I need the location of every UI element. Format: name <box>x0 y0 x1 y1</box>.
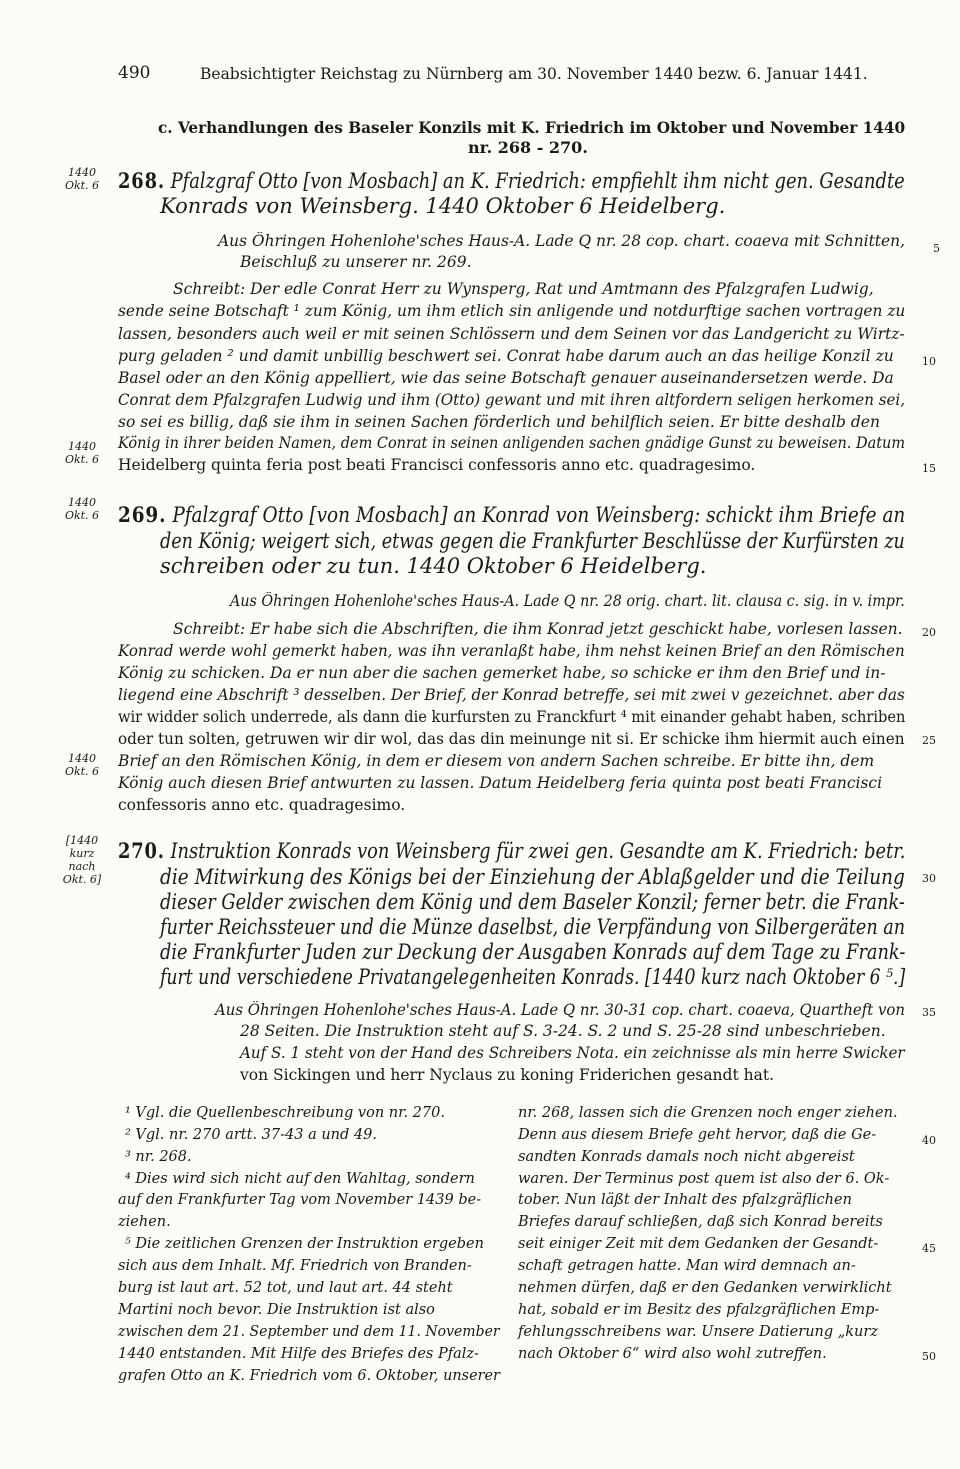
doc-268-body-line: sende seine Botschaft ¹ zum König, um ihm etlich sin anligende und notdurftige sachen vortragen zu <box>118 302 906 320</box>
section-heading: c. Verhandlungen des Baseler Konzils mit K. Friedrich im Oktober und November 1440 <box>158 118 906 137</box>
footnote-line: ² Vgl. nr. 270 artt. 37-43 a und 49. <box>125 1127 377 1143</box>
doc-270-source-line: 28 Seiten. Die Instruktion steht auf S. 3-24. S. 2 und S. 25-28 sind unbeschrieben. <box>240 1022 886 1040</box>
footnote-line: seit einiger Zeit mit dem Gedanken der Gesandt- <box>518 1236 879 1252</box>
footnote-line: hat, sobald er im Besitz des pfalzgräflichen Emp- <box>518 1302 880 1318</box>
footnote-line: nach Oktober 6“ wird also wohl zutreffen. <box>518 1346 827 1362</box>
line-number: 40 <box>922 1134 936 1147</box>
footnote-line: nehmen dürfen, daß er den Gedanken verwirklicht <box>518 1280 892 1296</box>
doc-269-body-line: wir widder solich underrede, als dann die kurfursten zu Franckfurt ⁴ mit einander gehabt haben, schriben <box>118 708 906 726</box>
doc-268-title-line: 268. Pfalzgraf Otto [von Mosbach] an K. Friedrich: empfiehlt ihm nicht gen. Gesandte <box>118 168 905 193</box>
margin-date-269-end: 1440 Okt. 6 <box>64 752 100 778</box>
doc-268-body-line: lassen, besonders auch weil er mit seinen Schlössern und dem Seinen vor das Landgericht zu Wirtz- <box>118 325 905 343</box>
footnote-line: sich aus dem Inhalt. Mf. Friedrich von Branden- <box>118 1258 472 1274</box>
doc-268-title-line-2: Konrads von Weinsberg. 1440 Oktober 6 Heidelberg. <box>160 194 726 218</box>
doc-270-source-line: Auf S. 1 steht von der Hand des Schreibers Nota. ein zeichnisse als min herre Swicker <box>240 1044 905 1062</box>
footnote-line: sandten Konrads damals noch nicht abgereist <box>518 1149 855 1165</box>
footnote-line: fehlungsschreibens war. Unsere Datierung „kurz <box>518 1324 878 1340</box>
line-number: 10 <box>922 355 936 368</box>
doc-270-title-line: 270. Instruktion Konrads von Weinsberg für zwei gen. Gesandte am K. Friedrich: betr. <box>118 838 906 863</box>
footnote-line: waren. Der Terminus post quem ist also der 6. Ok- <box>518 1171 890 1187</box>
doc-269-body-line: liegend eine Abschrift ³ desselben. Der Brief, der Konrad betreffe, sei mit zwei v gezeichnet. aber das <box>118 686 905 704</box>
doc-269-title-line-3: schreiben oder zu tun. 1440 Oktober 6 Heidelberg. <box>160 554 707 578</box>
doc-270-title-line: furter Reichssteuer und die Münze daselbst, die Verpfändung von Silbergeräten an <box>160 915 906 939</box>
footnote-line: Martini noch bevor. Die Instruktion ist also <box>118 1302 435 1318</box>
doc-268-number: 268. <box>118 168 165 193</box>
doc-268-source-2: Beischluß zu unserer nr. 269. <box>240 253 472 271</box>
line-number: 35 <box>922 1006 936 1019</box>
footnote-line: Denn aus diesem Briefe geht hervor, daß die Ge- <box>518 1127 877 1143</box>
footnote-line: ³ nr. 268. <box>125 1149 192 1165</box>
doc-270-source-line: von Sickingen und herr Nyclaus zu koning Friderichen gesandt hat. <box>240 1066 775 1084</box>
footnote-line: ⁵ Die zeitlichen Grenzen der Instruktion ergeben <box>125 1236 484 1252</box>
running-title: Beabsichtigter Reichstag zu Nürnberg am 30. November 1440 bezw. 6. Januar 1441. <box>200 65 868 83</box>
footnote-line: schaft getragen hatte. Man wird demnach an- <box>518 1258 856 1274</box>
doc-270-title-line: furt und verschiedene Privatangelegenheiten Konrads. [1440 kurz nach Oktober 6 ⁵.] <box>160 965 906 989</box>
margin-date-268: 1440 Okt. 6 <box>64 166 100 192</box>
line-number: 20 <box>922 626 936 639</box>
margin-date-270: [1440 kurz nach Okt. 6] <box>62 834 102 886</box>
doc-270-number: 270. <box>118 838 165 863</box>
footnote-line: ¹ Vgl. die Quellenbeschreibung von nr. 270. <box>125 1105 445 1121</box>
doc-268-body-line: Heidelberg quinta feria post beati Francisci confessoris anno etc. quadragesimo. <box>118 456 756 474</box>
footnote-line: auf den Frankfurter Tag vom November 1439 be- <box>118 1192 482 1208</box>
footnote-line: ziehen. <box>118 1214 171 1230</box>
section-heading-range: nr. 268 - 270. <box>468 138 588 157</box>
doc-269-body-line: oder tun solten, getruwen wir dir wol, das das din meinunge nit si. Er schicke ihm hiermit auch einen <box>118 730 905 748</box>
line-number: 50 <box>922 1350 936 1363</box>
footnote-line: tober. Nun läßt der Inhalt des pfalzgräflichen <box>518 1192 852 1208</box>
footnote-line: ⁴ Dies wird sich nicht auf den Wahltag, sondern <box>125 1171 475 1187</box>
footnote-line: zwischen dem 21. September und dem 11. November <box>118 1324 500 1340</box>
doc-268-body-line: purg geladen ² und damit unbillig beschwert sei. Conrat habe darum auch an das heilige Konzil zu <box>118 347 894 365</box>
doc-269-number: 269. <box>118 502 167 527</box>
doc-269-source: Aus Öhringen Hohenlohe'sches Haus-A. Lade Q nr. 28 orig. chart. lit. clausa c. sig. in v. impr. <box>230 592 905 610</box>
doc-269-body-line: König auch diesen Brief antwurten zu lassen. Datum Heidelberg feria quinta post beati Francisci <box>118 774 883 792</box>
footnote-line: grafen Otto an K. Friedrich vom 6. Oktober, unserer <box>118 1368 500 1384</box>
margin-date-269: 1440 Okt. 6 <box>64 496 100 522</box>
page-number: 490 <box>118 63 151 83</box>
footnote-line: Briefes darauf schließen, daß sich Konrad bereits <box>518 1214 883 1230</box>
doc-270-title-line: die Frankfurter Juden zur Deckung der Ausgaben Konrads auf dem Tage zu Frank- <box>160 940 906 964</box>
doc-269-body-line: König zu schicken. Da er nun aber die sachen gemerket habe, so schicke er ihm den Brief und in- <box>118 664 886 682</box>
footnote-line: nr. 268, lassen sich die Grenzen noch enger ziehen. <box>518 1105 898 1121</box>
doc-269-title-line: 269. Pfalzgraf Otto [von Mosbach] an Konrad von Weinsberg: schickt ihm Briefe an <box>118 502 906 527</box>
doc-270-title-line: dieser Gelder zwischen dem König und dem Baseler Konzil; ferner betr. die Frank- <box>160 890 905 914</box>
doc-269-title-line-2: den König; weigert sich, etwas gegen die Frankfurter Beschlüsse der Kurfürsten zu <box>160 529 905 553</box>
doc-269-body-line: Schreibt: Er habe sich die Abschriften, die ihm Konrad jetzt geschickt habe, vorlesen lassen. <box>173 620 903 638</box>
doc-269-body-line: Brief an den Römischen König, in dem er diesem von andern Sachen schreibe. Er bitte ihn, dem <box>118 752 875 770</box>
margin-date-268-end: 1440 Okt. 6 <box>64 440 100 466</box>
doc-268-body-line: so sei es billig, daß sie ihm in seinen Sachen förderlich und behilflich seien. Er bitte deshalb den <box>118 413 880 431</box>
line-number: 30 <box>922 872 936 885</box>
line-number: 45 <box>922 1242 936 1255</box>
line-number: 15 <box>922 462 936 475</box>
footnote-line: burg ist laut art. 52 tot, und laut art. 44 steht <box>118 1280 453 1296</box>
doc-268-source: Aus Öhringen Hohenlohe'sches Haus-A. Lade Q nr. 28 cop. chart. coaeva mit Schnitten, <box>218 232 905 250</box>
line-number: 5 <box>933 242 940 255</box>
doc-268-body-line: Basel oder an den König appelliert, wie das seine Botschaft genauer auseinandersetzen werde. Da <box>118 369 894 387</box>
doc-268-body-line: Conrat dem Pfalzgrafen Ludwig und ihm (Otto) gewant und mit ihren altfordern seligen herkomen sei, <box>118 391 906 409</box>
footnote-line: 1440 entstanden. Mit Hilfe des Briefes des Pfalz- <box>118 1346 479 1362</box>
doc-269-body-line: confessoris anno etc. quadragesimo. <box>118 796 406 814</box>
doc-268-body-line: Schreibt: Der edle Conrat Herr zu Wynsperg, Rat und Amtmann des Pfalzgrafen Ludwig, <box>173 280 874 298</box>
doc-270-source-line: Aus Öhringen Hohenlohe'sches Haus-A. Lade Q nr. 30-31 cop. chart. coaeva, Quartheft von <box>215 1001 905 1019</box>
doc-270-title-line: die Mitwirkung des Königs bei der Einziehung der Ablaßgelder und die Teilung <box>160 865 905 889</box>
doc-269-body-line: Konrad werde wohl gemerkt haben, was ihn veranlaßt habe, ihm nehst keinen Brief an den Römischen <box>118 642 905 660</box>
doc-268-body-line: König in ihrer beiden Namen, dem Conrat in seinen anligenden sachen gnädige Gunst zu beweisen. Datum <box>118 434 906 452</box>
line-number: 25 <box>922 734 936 747</box>
